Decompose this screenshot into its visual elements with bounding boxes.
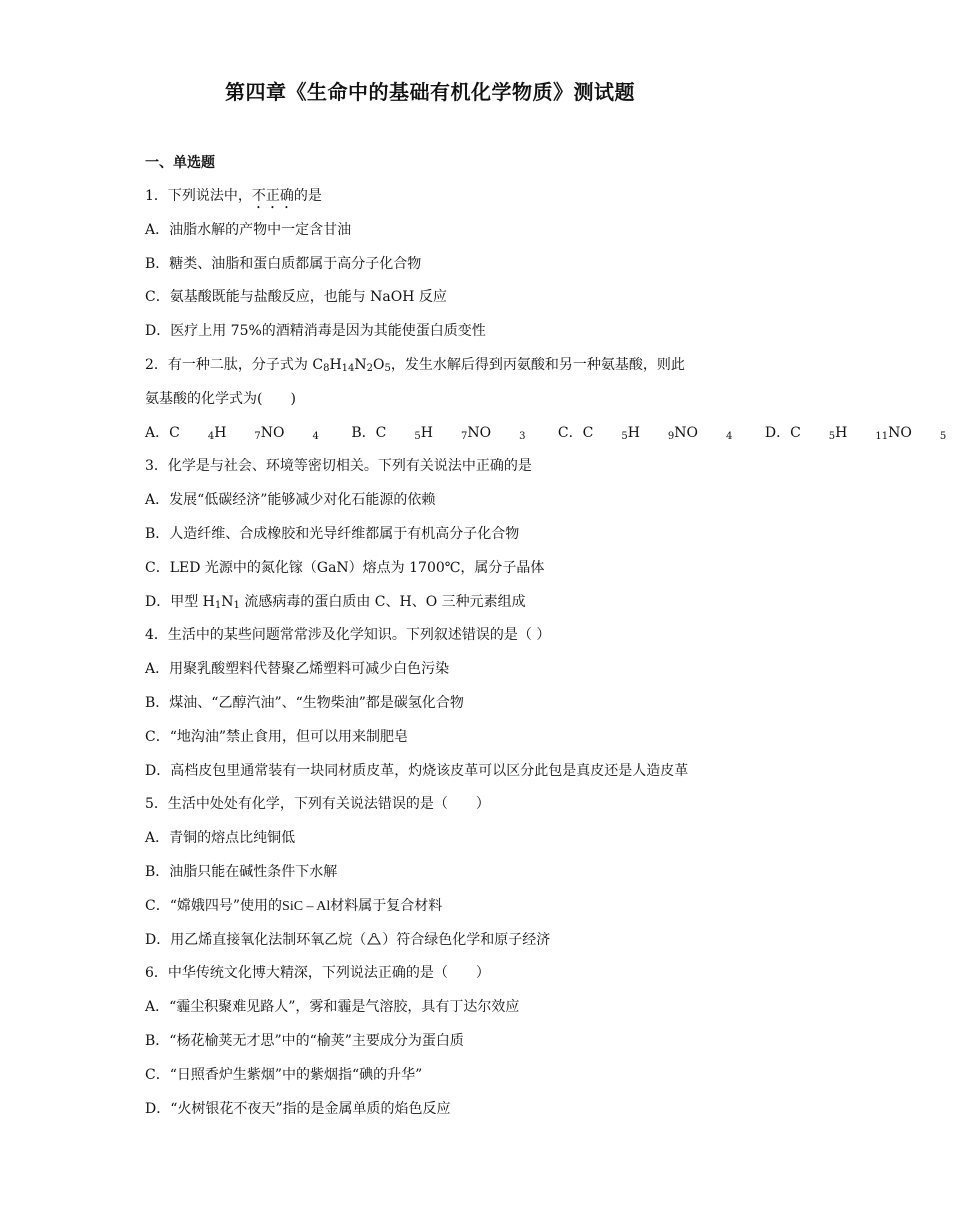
q4-option-d: D．高档皮包里通常装有一块同材质皮革，灼烧该皮革可以区分此包是真皮还是人造皮革 xyxy=(145,762,689,779)
q2-text-3: O xyxy=(373,356,385,373)
q4-option-c: C．“地沟油”禁止食用，但可以用来制肥皂 xyxy=(145,728,409,745)
question-3-stem: 3．化学是与社会、环境等密切相关。下列有关说法中正确的是 xyxy=(145,458,532,475)
q3-option-c: C．LED 光源中的氮化镓（GaN）熔点为 1700℃，属分子晶体 xyxy=(145,559,545,576)
q2-sub-3: 2 xyxy=(366,362,374,374)
q1-option-a: A．油脂水解的产物中一定含甘油 xyxy=(145,221,352,238)
sic-al-formula: SiC – Al xyxy=(282,898,331,914)
q3-option-a: A．发展“低碳经济”能够减少对化石能源的依赖 xyxy=(145,492,436,509)
q1-stem-prefix: 1．下列说法中， xyxy=(145,188,252,204)
q2-sub-2: 14 xyxy=(341,362,355,374)
q2-sub-1: 8 xyxy=(323,362,330,374)
q1-option-d: D．医疗上用 75%的酒精消毒是因为其能使蛋白质变性 xyxy=(145,323,486,340)
question-6-stem: 6．中华传统文化博大精深，下列说法正确的是（ ） xyxy=(145,965,490,982)
q6-option-c: C．“日照香炉生紫烟”中的紫烟指“碘的升华” xyxy=(145,1066,423,1083)
q2-stem-a: 2．有一种二肽，分子式为 C xyxy=(145,356,324,373)
q2-text-2: N xyxy=(354,356,367,373)
question-1-stem xyxy=(145,180,725,214)
q2-stem-b: ，发生水解后得到丙氨酸和另一种氨基酸，则此 xyxy=(390,356,685,373)
q4-option-a: A．用聚乳酸塑料代替聚乙烯塑料可减少白色污染 xyxy=(145,661,450,678)
question-list xyxy=(145,180,947,1126)
q2-option-a: A．C $_4$H $_7$NO $_4$ xyxy=(145,424,319,442)
q2-text-1: H xyxy=(329,356,342,373)
epoxide-ring-icon xyxy=(366,932,382,946)
q1-stem-suffix: 的是 xyxy=(293,188,322,204)
q5-option-a: A．青铜的熔点比纯铜低 xyxy=(145,830,296,847)
q5-option-d: D．用乙烯直接氧化法制环氧乙烷（ ）符合绿色化学和原子经济 xyxy=(145,931,551,948)
q4-option-b: B．煤油、“乙醇汽油”、“生物柴油”都是碳氢化合物 xyxy=(145,694,464,711)
q5-option-c: C．“嫦娥四号”使用的SiC – Al材料属于复合材料 xyxy=(145,897,443,914)
q2-sub-4: 5 xyxy=(384,362,391,374)
q3-option-b: B．人造纤维、合成橡胶和光导纤维都属于有机高分子化合物 xyxy=(145,525,520,542)
question-4-stem: 4．生活中的某些问题常常涉及化学知识。下列叙述错误的是（ ） xyxy=(145,627,551,644)
q1-emphasis-text: 不正确 xyxy=(251,188,294,204)
question-2-stem-line2: 氨基酸的化学式为( ) xyxy=(145,390,296,407)
question-2-stem xyxy=(145,349,725,383)
q6-option-d: D．“火树银花不夜天”指的是金属单质的焰色反应 xyxy=(145,1100,451,1117)
q1-option-c: C．氨基酸既能与盐酸反应，也能与 NaOH 反应 xyxy=(145,289,447,306)
q2-option-d: D．C $_5$H $_{11}$NO $_5$ xyxy=(764,424,947,442)
q2-option-c: C．C $_5$H $_9$NO $_4$ xyxy=(557,424,733,442)
q1-option-b: B．糖类、油脂和蛋白质都属于高分子化合物 xyxy=(145,255,422,272)
page-title: 第四章《生命中的基础有机化学物质》测试题 xyxy=(225,80,635,104)
q6-option-a: A．“霾尘积聚难见路人”，雾和霾是气溶胶，具有丁达尔效应 xyxy=(145,999,520,1016)
q3-option-d: D．甲型 $H_1N_1$ 流感病毒的蛋白质由 C、H、O 三种元素组成 xyxy=(145,593,526,611)
q2-options-row xyxy=(145,417,947,451)
question-5-stem: 5．生活中处处有化学，下列有关说法错误的是（ ） xyxy=(145,796,490,813)
q5-option-b: B．油脂只能在碱性条件下水解 xyxy=(145,863,338,880)
q6-option-b: B．“杨花榆荚无才思”中的“榆荚”主要成分为蛋白质 xyxy=(145,1032,464,1049)
section-heading: 一、单选题 xyxy=(145,155,215,171)
q2-option-b: B．C $_5$H $_7$NO $_3$ xyxy=(351,424,526,442)
